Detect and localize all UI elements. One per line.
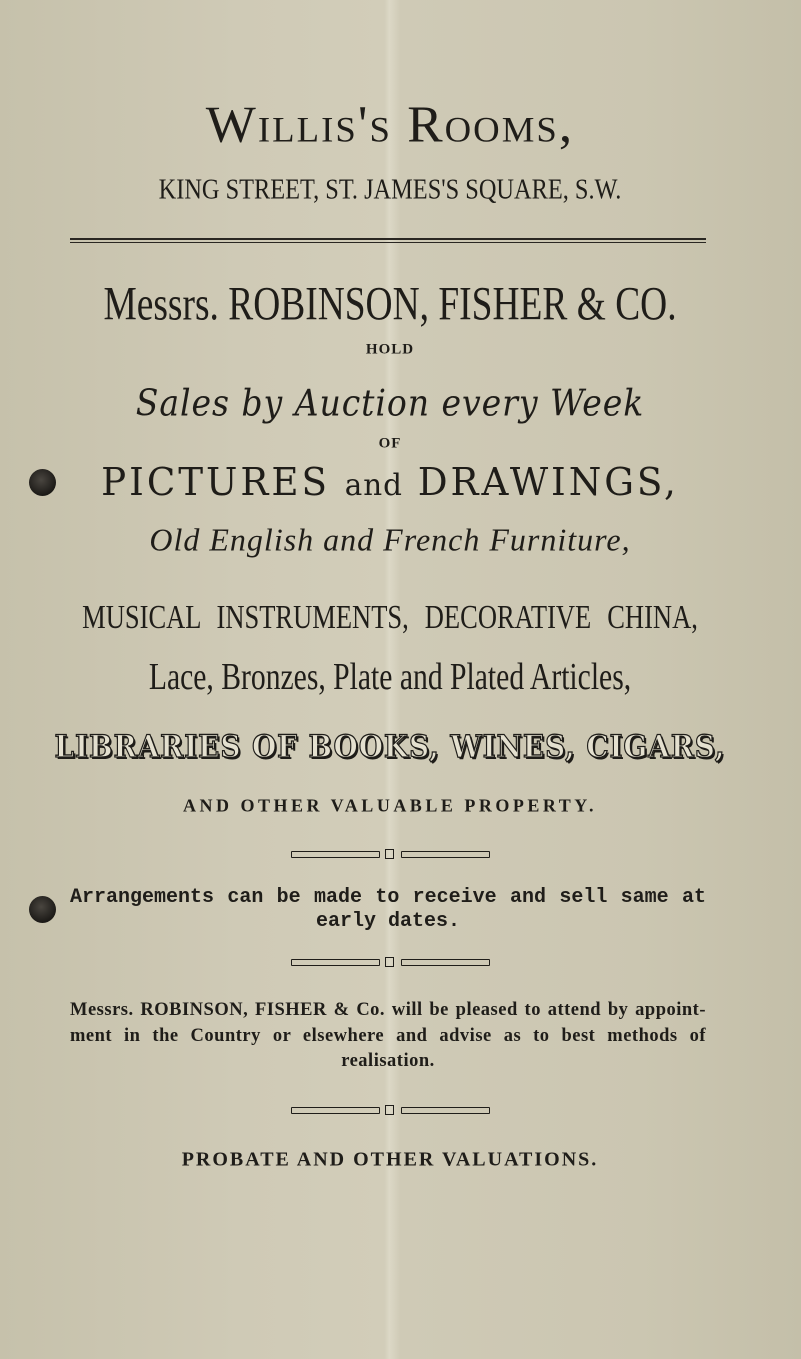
musical-line: MUSICAL INSTRUMENTS, DECORATIVE CHINA,	[82, 599, 698, 636]
sales-heading: Sales by Auction every Week	[135, 383, 645, 425]
venue-address: KING STREET, ST. JAMES'S SQUARE, S.W.	[158, 173, 622, 206]
punch-hole	[29, 469, 56, 496]
auctioneers-name: Messrs. ROBINSON, FISHER & CO.	[103, 277, 677, 331]
ornament-divider	[291, 1106, 492, 1115]
pictures-heading	[101, 460, 679, 504]
appointment-line-2: ment in the Country or elsewhere and advise as to best methods of	[70, 1025, 706, 1046]
pictures-word: PICTURES	[101, 460, 330, 504]
venue-title: Willis's Rooms,	[205, 96, 575, 154]
double-rule-divider	[70, 238, 706, 243]
arrangements-line-1: Arrangements can be made to receive and sell same at	[70, 886, 706, 909]
punch-hole	[29, 896, 56, 923]
drawings-word: DRAWINGS,	[417, 460, 679, 504]
appointment-line-1: Messrs. ROBINSON, FISHER & Co. will be pleased to attend by appoint-	[70, 1000, 706, 1020]
libraries-line: LIBRARIES OF BOOKS, WINES, CIGARS,	[54, 729, 726, 765]
appointment-paragraph	[70, 998, 706, 1075]
ornament-divider	[291, 958, 492, 967]
hold-label: HOLD	[365, 341, 415, 358]
and-word: and	[344, 468, 403, 503]
probate-line: PROBATE AND OTHER VALUATIONS.	[181, 1148, 599, 1171]
other-property-line: AND OTHER VALUABLE PROPERTY.	[182, 795, 598, 816]
appointment-line-3: realisation.	[341, 1051, 435, 1071]
lace-line: Lace, Bronzes, Plate and Plated Articles,	[148, 656, 632, 698]
arrangements-paragraph	[70, 886, 706, 934]
ornament-divider	[291, 850, 492, 859]
arrangements-line-2: early dates.	[315, 910, 461, 933]
furniture-line: Old English and French Furniture,	[149, 521, 631, 558]
of-label: OF	[378, 435, 402, 452]
